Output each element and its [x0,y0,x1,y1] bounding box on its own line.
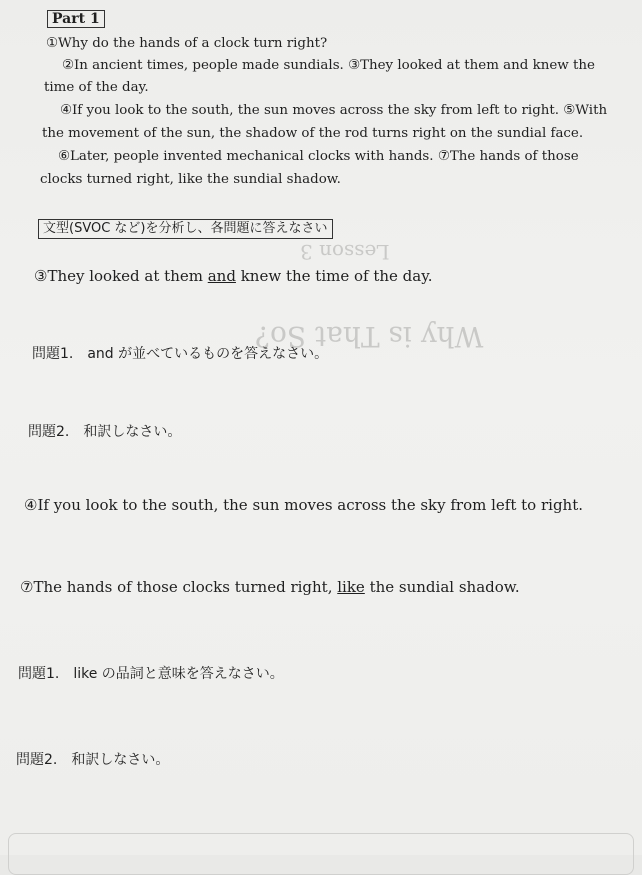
next-page-edge [8,833,634,875]
sentence-3-underlined: and [207,267,236,285]
instruction-box: 文型(SVOC など)を分析し、各問題に答えなさい [38,219,333,239]
passage-line-7: clocks turned right, like the sundial shadow. [40,172,341,187]
question-1-like: 問題1. like の品詞と意味を答えなさい。 [18,666,284,682]
sentence-7-after: the sundial shadow. [364,578,520,596]
question-2-translate-a: 問題2. 和訳しなさい。 [28,424,182,440]
sentence-3 [34,267,432,285]
sentence-4: ④If you look to the south, the sun moves across the sky from left to right. [24,496,583,514]
show-through-lesson: Lesson 3 [300,240,390,264]
sentence-7-before: ⑦The hands of those clocks turned right, [20,578,338,596]
passage-line-5: the movement of the sun, the shadow of the rod turns right on the sundial face. [42,126,584,141]
sentence-3-before: ③They looked at them [34,267,208,285]
passage-line-2: ②In ancient times, people made sundials. ③They looked at them and knew the [62,58,595,73]
sentence-7-underlined: like [337,578,365,596]
part-label: Part 1 [47,10,105,28]
question-1-and: 問題1. and が並べているものを答えなさい。 [32,346,329,362]
sentence-7 [20,578,520,596]
passage-line-4: ④If you look to the south, the sun moves across the sky from left to right. ⑤With [60,103,608,118]
sentence-3-after: knew the time of the day. [235,267,433,285]
passage-line-6: ⑥Later, people invented mechanical clocks with hands. ⑦The hands of those [58,149,579,164]
question-2-translate-b: 問題2. 和訳しなさい。 [16,752,170,768]
passage-line-3: time of the day. [44,80,149,95]
show-through-title: Why is That So? [255,320,484,353]
passage-line-1: ①Why do the hands of a clock turn right? [46,36,328,51]
